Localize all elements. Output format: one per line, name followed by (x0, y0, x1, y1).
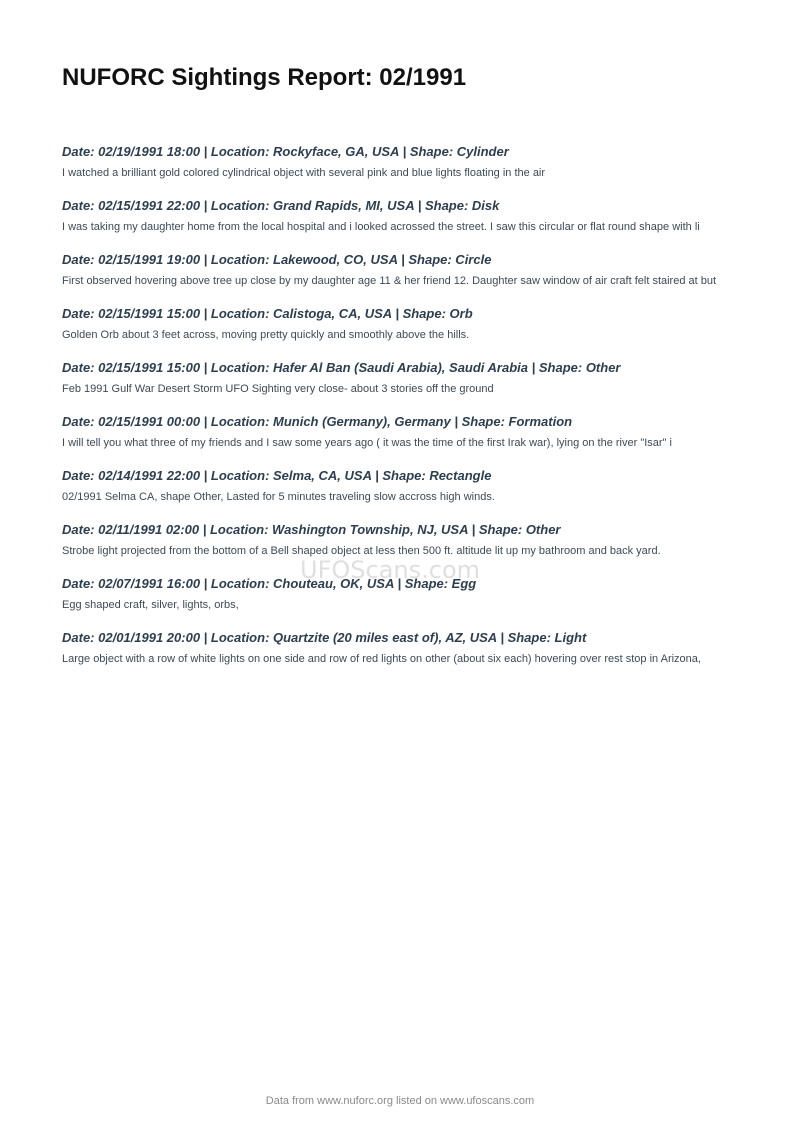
watermark: UFOScans.com (300, 556, 480, 584)
list-item (62, 413, 742, 451)
list-item (62, 521, 742, 559)
sighting-description: I watched a brilliant gold colored cylindrical object with several pink and blue lights floating in the air (62, 167, 546, 179)
list-item (62, 629, 742, 667)
list-item (62, 575, 742, 613)
sighting-header: Date: 02/14/1991 22:00 | Location: Selma, CA, USA | Shape: Rectangle (62, 468, 492, 483)
sighting-description: 02/1991 Selma CA, shape Other, Lasted for 5 minutes traveling slow accross high winds. (62, 491, 495, 503)
sighting-header: Date: 02/19/1991 18:00 | Location: Rockyface, GA, USA | Shape: Cylinder (62, 144, 509, 159)
report-page (62, 62, 742, 683)
sighting-description: Egg shaped craft, silver, lights, orbs, (62, 599, 239, 611)
page-footer: Data from www.nuforc.org listed on www.ufoscans.com (265, 1095, 535, 1107)
page-title: NUFORC Sightings Report: 02/1991 (62, 64, 467, 91)
sighting-description: I will tell you what three of my friends and I saw some years ago ( it was the time of the first Irak war), lying on the river "Isar" i (62, 437, 672, 449)
sighting-header: Date: 02/15/1991 15:00 | Location: Calistoga, CA, USA | Shape: Orb (62, 306, 473, 321)
list-item (62, 251, 742, 289)
sighting-header: Date: 02/15/1991 22:00 | Location: Grand Rapids, MI, USA | Shape: Disk (62, 198, 500, 213)
sighting-description: Golden Orb about 3 feet across, moving pretty quickly and smoothly above the hills. (62, 329, 470, 341)
sighting-description: Feb 1991 Gulf War Desert Storm UFO Sighting very close- about 3 stories off the ground (62, 383, 494, 395)
sighting-header: Date: 02/15/1991 19:00 | Location: Lakewood, CO, USA | Shape: Circle (62, 252, 492, 267)
sightings-list (62, 143, 742, 667)
list-item (62, 197, 742, 235)
sighting-header: Date: 02/15/1991 15:00 | Location: Hafer Al Ban (Saudi Arabia), Saudi Arabia | Shape: Other (62, 360, 621, 375)
list-item (62, 305, 742, 343)
sighting-description: I was taking my daughter home from the local hospital and i looked acrossed the street. I saw this circular or flat round shape with li (62, 221, 700, 233)
list-item (62, 359, 742, 397)
sighting-description: Large object with a row of white lights on one side and row of red lights on other (about six each) hovering over rest stop in Arizona, (62, 653, 701, 665)
sighting-description: Strobe light projected from the bottom of a Bell shaped object at less then 500 ft. altitude lit up my bathroom and back yard. (62, 545, 661, 557)
sighting-header: Date: 02/15/1991 00:00 | Location: Munich (Germany), Germany | Shape: Formation (62, 414, 573, 429)
sighting-description: First observed hovering above tree up close by my daughter age 11 & her friend 12. Daughter saw window of air craft felt staired at but (62, 275, 717, 287)
list-item (62, 143, 742, 181)
sighting-header: Date: 02/07/1991 16:00 | Location: Chouteau, OK, USA | Shape: Egg (62, 576, 477, 591)
sighting-header: Date: 02/11/1991 02:00 | Location: Washington Township, NJ, USA | Shape: Other (62, 522, 561, 537)
sighting-header: Date: 02/01/1991 20:00 | Location: Quartzite (20 miles east of), AZ, USA | Shape: Light (62, 630, 587, 645)
list-item (62, 467, 742, 505)
